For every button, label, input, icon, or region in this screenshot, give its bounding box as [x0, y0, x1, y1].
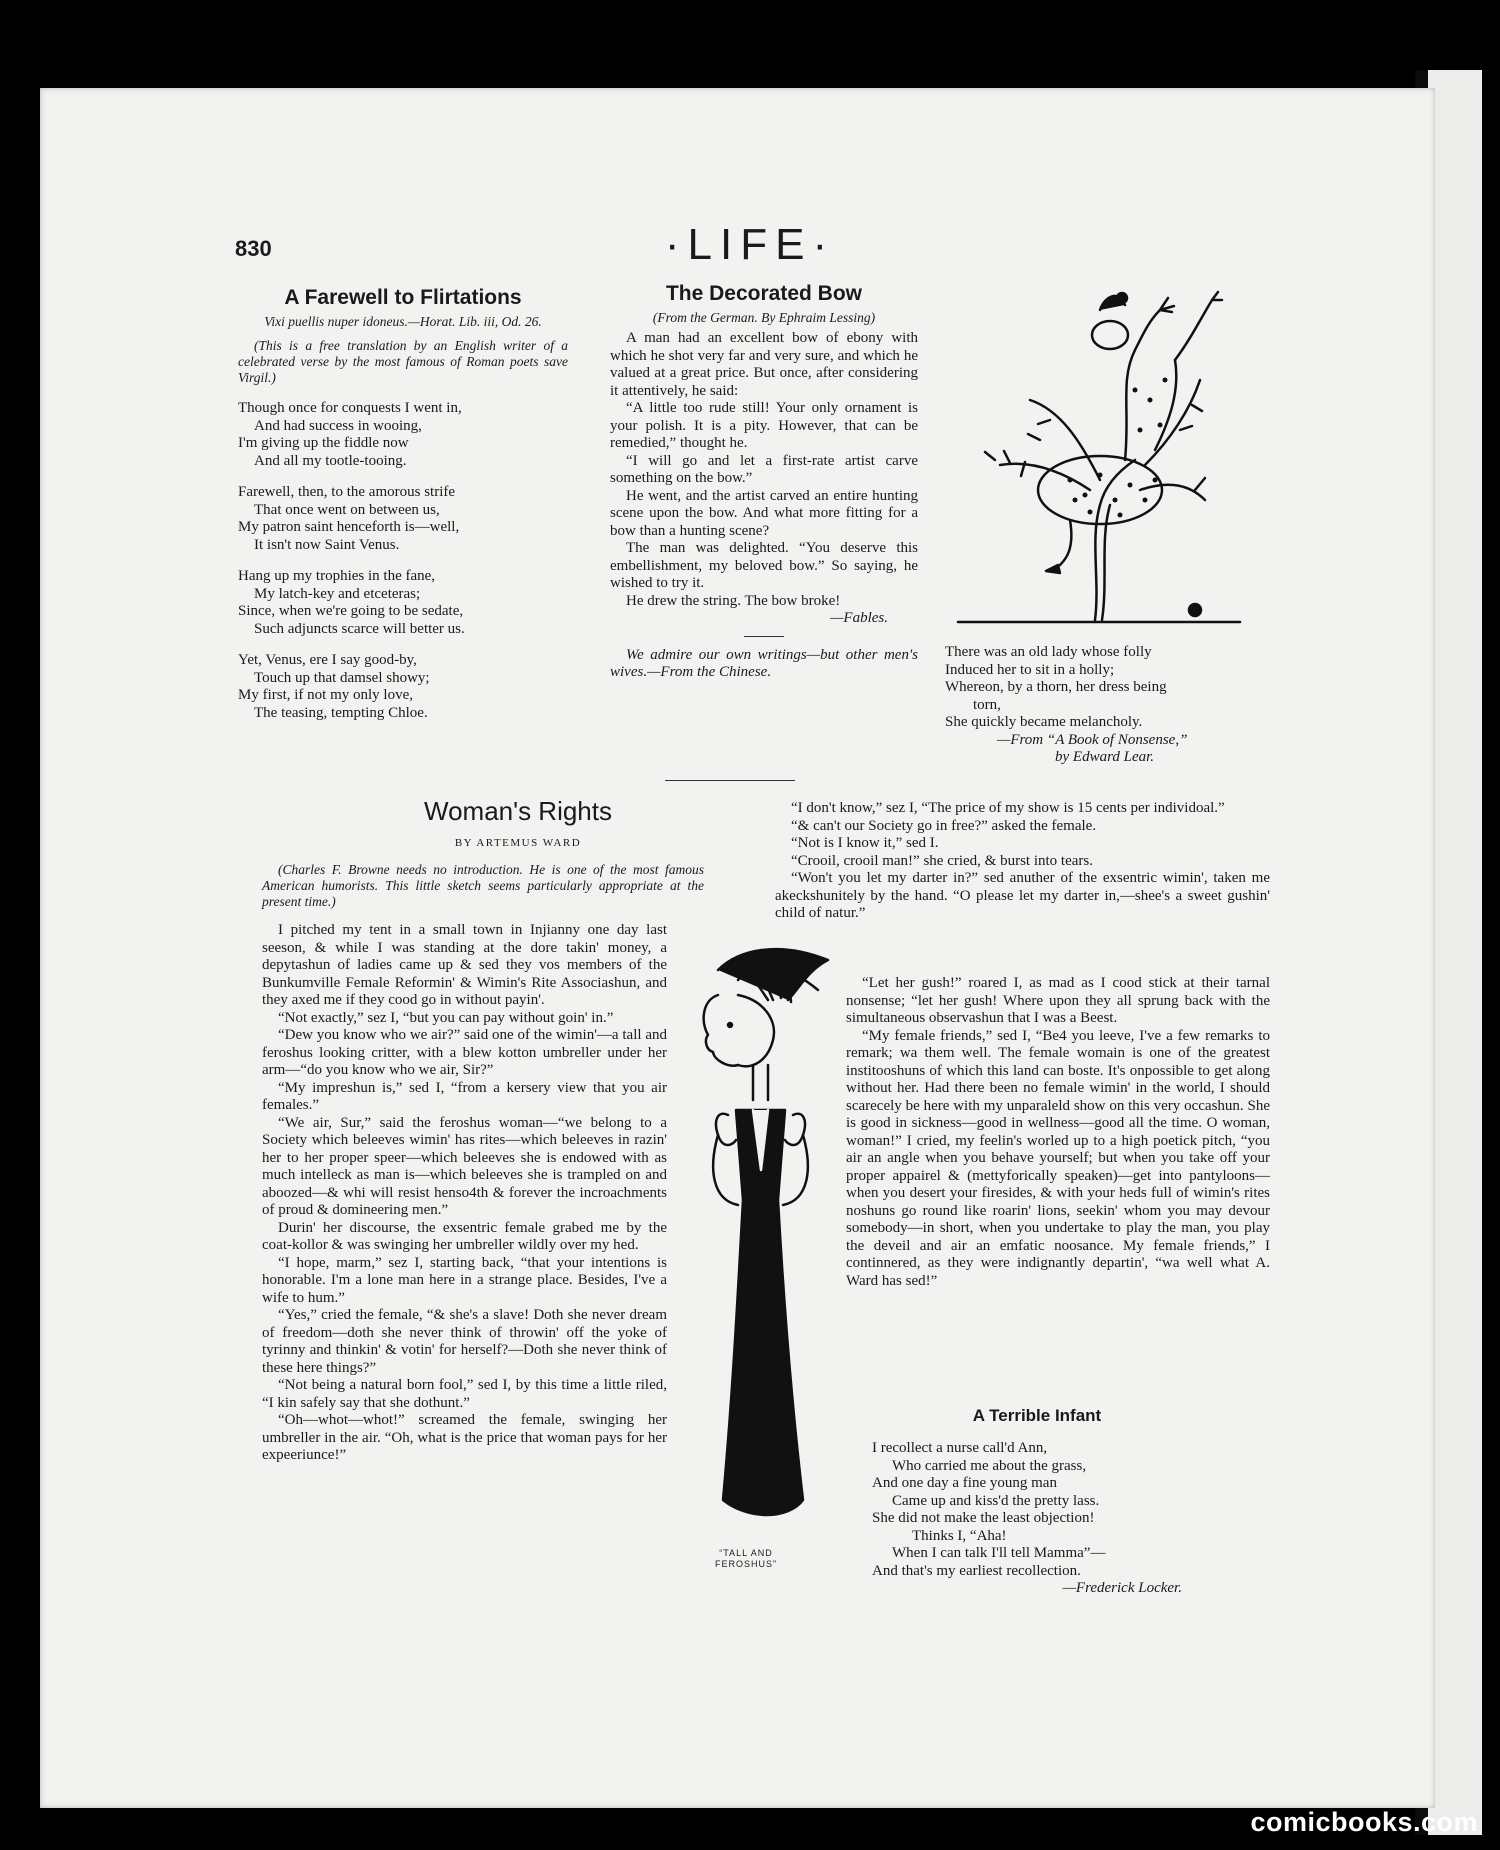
bow-body: [610, 330, 918, 682]
poem-line: There was an old lady whose folly: [945, 644, 1152, 660]
rights-note: (Charles F. Browne needs no introduction. He is one of the most famous American humorists. This little sketch seems particularly appropriate at the present time.): [262, 862, 704, 909]
rights-column-2-top: [775, 800, 1270, 923]
feathered-hat: [718, 949, 828, 1000]
infant-attribution: —Frederick Locker.: [1062, 1580, 1182, 1596]
paragraph: “I will go and let a first-rate artist carve something on the bow.”: [610, 452, 918, 486]
poem-line: It isn't now Saint Venus.: [254, 536, 400, 553]
poem-line: Though once for conquests I went in,: [238, 400, 462, 416]
paragraph: “& can't our Society go in free?” asked the female.: [791, 817, 1097, 834]
paragraph: The man was delighted. “You deserve this embellishment, my beloved bow.” So saying, he wished to try it.: [610, 540, 918, 591]
bow-subtitle: (From the German. By Ephraim Lessing): [652, 310, 876, 325]
paragraph: “I hope, marm,” sez I, starting back, “that your intentions is honorable. I'm a lone man here in a strange place. Besides, I've a wife to hum.”: [262, 1254, 667, 1306]
poem-line: Since, when we're going to be sedate,: [238, 603, 464, 619]
masthead: ·LIFE·: [664, 220, 836, 269]
poem-line: Hang up my trophies in the fane,: [238, 568, 436, 584]
tall-feroshus-illustration: [678, 940, 848, 1530]
paragraph: “Yes,” cried the female, “& she's a slave! Doth she never dream of freedom—doth she never think of throwin' off the yoke of tyrinny and thinkin' & votin' for herself?—Doth she never think of these here things?”: [262, 1307, 667, 1376]
farewell-poem: [238, 286, 568, 736]
profile-face: [704, 995, 738, 1066]
poem-line: And all my tootle-tooing.: [254, 452, 407, 469]
paragraph: “Dew you know who we air?” said one of the wimin'—a tall and feroshus looking critter, with a blew kotton umbreller under her arm—“do you know who we air, Sir?”: [262, 1027, 667, 1078]
poem-line: Touch up that damsel showy;: [254, 669, 430, 686]
poem-line: And had success in wooing,: [254, 417, 422, 434]
stanza: [238, 652, 568, 722]
paragraph: “Not is I know it,” sed I.: [791, 835, 939, 851]
paragraph: “My female friends,” sed I, “Be4 you leeve, I've a few remarks to remark; wa them well. The female womain is one of the greatest institooshuns of which this land can boste. It's onpossible to get along without her. Had there been no female wimin' in the world, I should scarecely be here with my unparaleld show on this very occashun. She is good in sickness—good in wellness—good all the time. O woman, woman!” I cried, my feelin's worled up to a high poetick pitch, “you air an angle when you behave yourself; but when you take off your proper appairel & (mettyforically speaken)—get into pantyloons—when you desert your firesides, & with your heds full of wimin's rites noshuns go round like roarin' lions, seekin' whom you may devour somebody—in short, when you undertake to play the man, you play the deveil and air an emfatic noosance. My female friends,” I continnered, as they were indignantly departin', “wa well what A. Ward has sed!”: [846, 1027, 1270, 1289]
paragraph: “A little too rude still! Your only ornament is your polish. It is a pity. However, that can be remedied,” thought he.: [610, 400, 918, 451]
poem-line: Induced her to sit in a holly;: [945, 661, 1115, 678]
farewell-title: A Farewell to Flirtations: [284, 286, 522, 309]
paragraph: “Crooil, crooil man!” she cried, & burst into tears.: [791, 852, 1093, 869]
stanza: [238, 484, 568, 554]
poem-line: She did not make the least objection!: [872, 1510, 1095, 1526]
poem-line: And one day a fine young man: [872, 1475, 1057, 1491]
poem-line: My first, if not my only love,: [238, 687, 413, 703]
long-skirt: [723, 1200, 803, 1515]
rights-title: Woman's Rights: [424, 796, 612, 826]
paragraph: Durin' her discourse, the exsentric female grabed me by the coat-kollor & was swinging her umbreller wildly over my hed.: [262, 1219, 667, 1253]
paragraph: He drew the string. The bow broke!: [626, 592, 841, 609]
stanza: [238, 400, 568, 470]
poem-line: I'm giving up the fiddle now: [238, 435, 409, 451]
dress-top: [1155, 360, 1176, 450]
poem-line: That once went on between us,: [254, 501, 440, 518]
paragraph: A man had an excellent bow of ebony with which he shot very far and very sure, and which he valued at a great price. But once, after considering it attentively, he said:: [610, 330, 918, 399]
head: [1092, 321, 1128, 349]
puff-sleeve-right: [785, 1114, 805, 1145]
raised-arm: [1135, 298, 1174, 350]
site-watermark: comicbooks.com: [1250, 1807, 1478, 1837]
poem-line: My patron saint henceforth is—well,: [238, 519, 460, 535]
paragraph: “We air, Sur,” said the feroshus woman—“we belong to a Society which beleeves wimin' has rites—which beleeves in razin' her to her proper speer—which beleeves she is endowed with as much intelleck as man is—which beleeves she is trampled on and aboozed—& whi will resist henso4th & forever the incroachments of proud & domineering men.”: [262, 1114, 667, 1218]
puff-sleeve-left: [716, 1114, 736, 1145]
left-branch: [1000, 464, 1090, 490]
next-page-edge: [1428, 70, 1482, 1835]
right-branch: [1145, 380, 1200, 465]
holly-lady-illustration: [950, 290, 1250, 630]
poem-line: When I can talk I'll tell Mamma”—: [892, 1545, 1106, 1561]
lear-attribution: —From “A Book of Nonsense,”: [997, 731, 1188, 748]
poem-line: Who carried me about the grass,: [892, 1457, 1087, 1474]
illustration-caption: [706, 1548, 786, 1570]
paragraph: “Won't you let my darter in?” sed anuther of the exsentric wimin', taken me akeckshunitely by the hand. “O please let my darter in,—shee's a sweet gushin' child of natur.”: [775, 870, 1270, 921]
lear-limerick: [945, 644, 1265, 767]
rights-column-1: [262, 922, 667, 1465]
page-number: 830: [235, 236, 272, 261]
farewell-epigraph: Vixi puellis nuper idoneus.—Horat. Lib. iii, Od. 26.: [264, 314, 542, 329]
paragraph: “Not being a natural born fool,” sed I, by this time a little riled, “I kin safely say that she dothunt.”: [262, 1377, 667, 1411]
section-divider: [665, 780, 795, 781]
paragraph: He went, and the artist carved an entire hunting scene upon the bow. And what more fitting for a bow than a hunting scene?: [610, 487, 918, 539]
paragraph: “My impreshun is,” sed I, “from a kersery view that you air females.”: [262, 1079, 667, 1113]
stanza: [238, 568, 568, 638]
paragraph: “I don't know,” sez I, “The price of my show is 15 cents per individoal.”: [791, 800, 1225, 816]
poem-line: The teasing, tempting Chloe.: [254, 704, 428, 721]
rights-column-2-mid: [846, 975, 1270, 1290]
hat-on-ground: [1189, 604, 1201, 616]
farewell-note: (This is a free translation by an English writer of a celebrated verse by the most famous of Roman poets save Virgil.): [238, 338, 568, 385]
decorated-bow-article: [610, 282, 918, 682]
chinese-proverb: We admire our own writings—but other men's wives.—From the Chinese.: [610, 646, 918, 680]
rights-byline: BY ARTEMUS WARD: [454, 837, 582, 849]
bow-attribution: —Fables.: [830, 610, 888, 626]
infant-lines: [872, 1440, 1202, 1598]
poem-line: Thinks I, “Aha!: [912, 1527, 1007, 1544]
caption-line: “TALL AND: [719, 1548, 773, 1558]
paragraph: “Let her gush!” roared I, as mad as I cood stick at their tarnal nonsense; “let her gush! Where upon they all sprung back with the simultaneous observashun that I was a Beest.: [846, 975, 1270, 1026]
divider: [744, 636, 784, 637]
farewell-stanzas: [238, 400, 568, 722]
paragraph: “Not exactly,” sez I, “but you can pay without goin' in.”: [278, 1009, 614, 1026]
infant-title: A Terrible Infant: [972, 1406, 1102, 1425]
poem-line: Farewell, then, to the amorous strife: [238, 484, 456, 500]
poem-line: My latch-key and etceteras;: [254, 585, 421, 602]
paragraph: I pitched my tent in a small town in Injianny one day last seeson, & while I was standing at the dore takin' money, a depytashun of ladies came up & sed they vos members of the Bunkumville Female Reformin' & Wimin's Rite Associashun, and they axed me if they cood go in without payin'.: [262, 922, 667, 1008]
poem-line: Whereon, by a thorn, her dress being: [945, 679, 1167, 695]
paragraph: “Oh—whot—whot!” screamed the female, swinging her umbreller in the air. “Oh, what is the price that woman pays for her expeeriunce!”: [262, 1412, 667, 1463]
rights-title-block: [368, 796, 668, 849]
poem-line: Such adjuncts scarce will better us.: [254, 620, 465, 637]
poem-line: She quickly became melancholy.: [945, 714, 1143, 730]
poem-line: I recollect a nurse call'd Ann,: [872, 1440, 1048, 1456]
bow-title: The Decorated Bow: [665, 282, 863, 305]
poem-line: torn,: [973, 696, 1001, 713]
caption-line: FEROSHUS”: [714, 1559, 777, 1569]
lear-author: by Edward Lear.: [1055, 749, 1155, 765]
poem-line: Yet, Venus, ere I say good-by,: [238, 652, 417, 668]
poem-line: Came up and kiss'd the pretty lass.: [892, 1492, 1100, 1509]
terrible-infant-poem: [872, 1406, 1202, 1598]
neck: [753, 1065, 768, 1100]
poem-line: And that's my earliest recollection.: [872, 1562, 1081, 1579]
